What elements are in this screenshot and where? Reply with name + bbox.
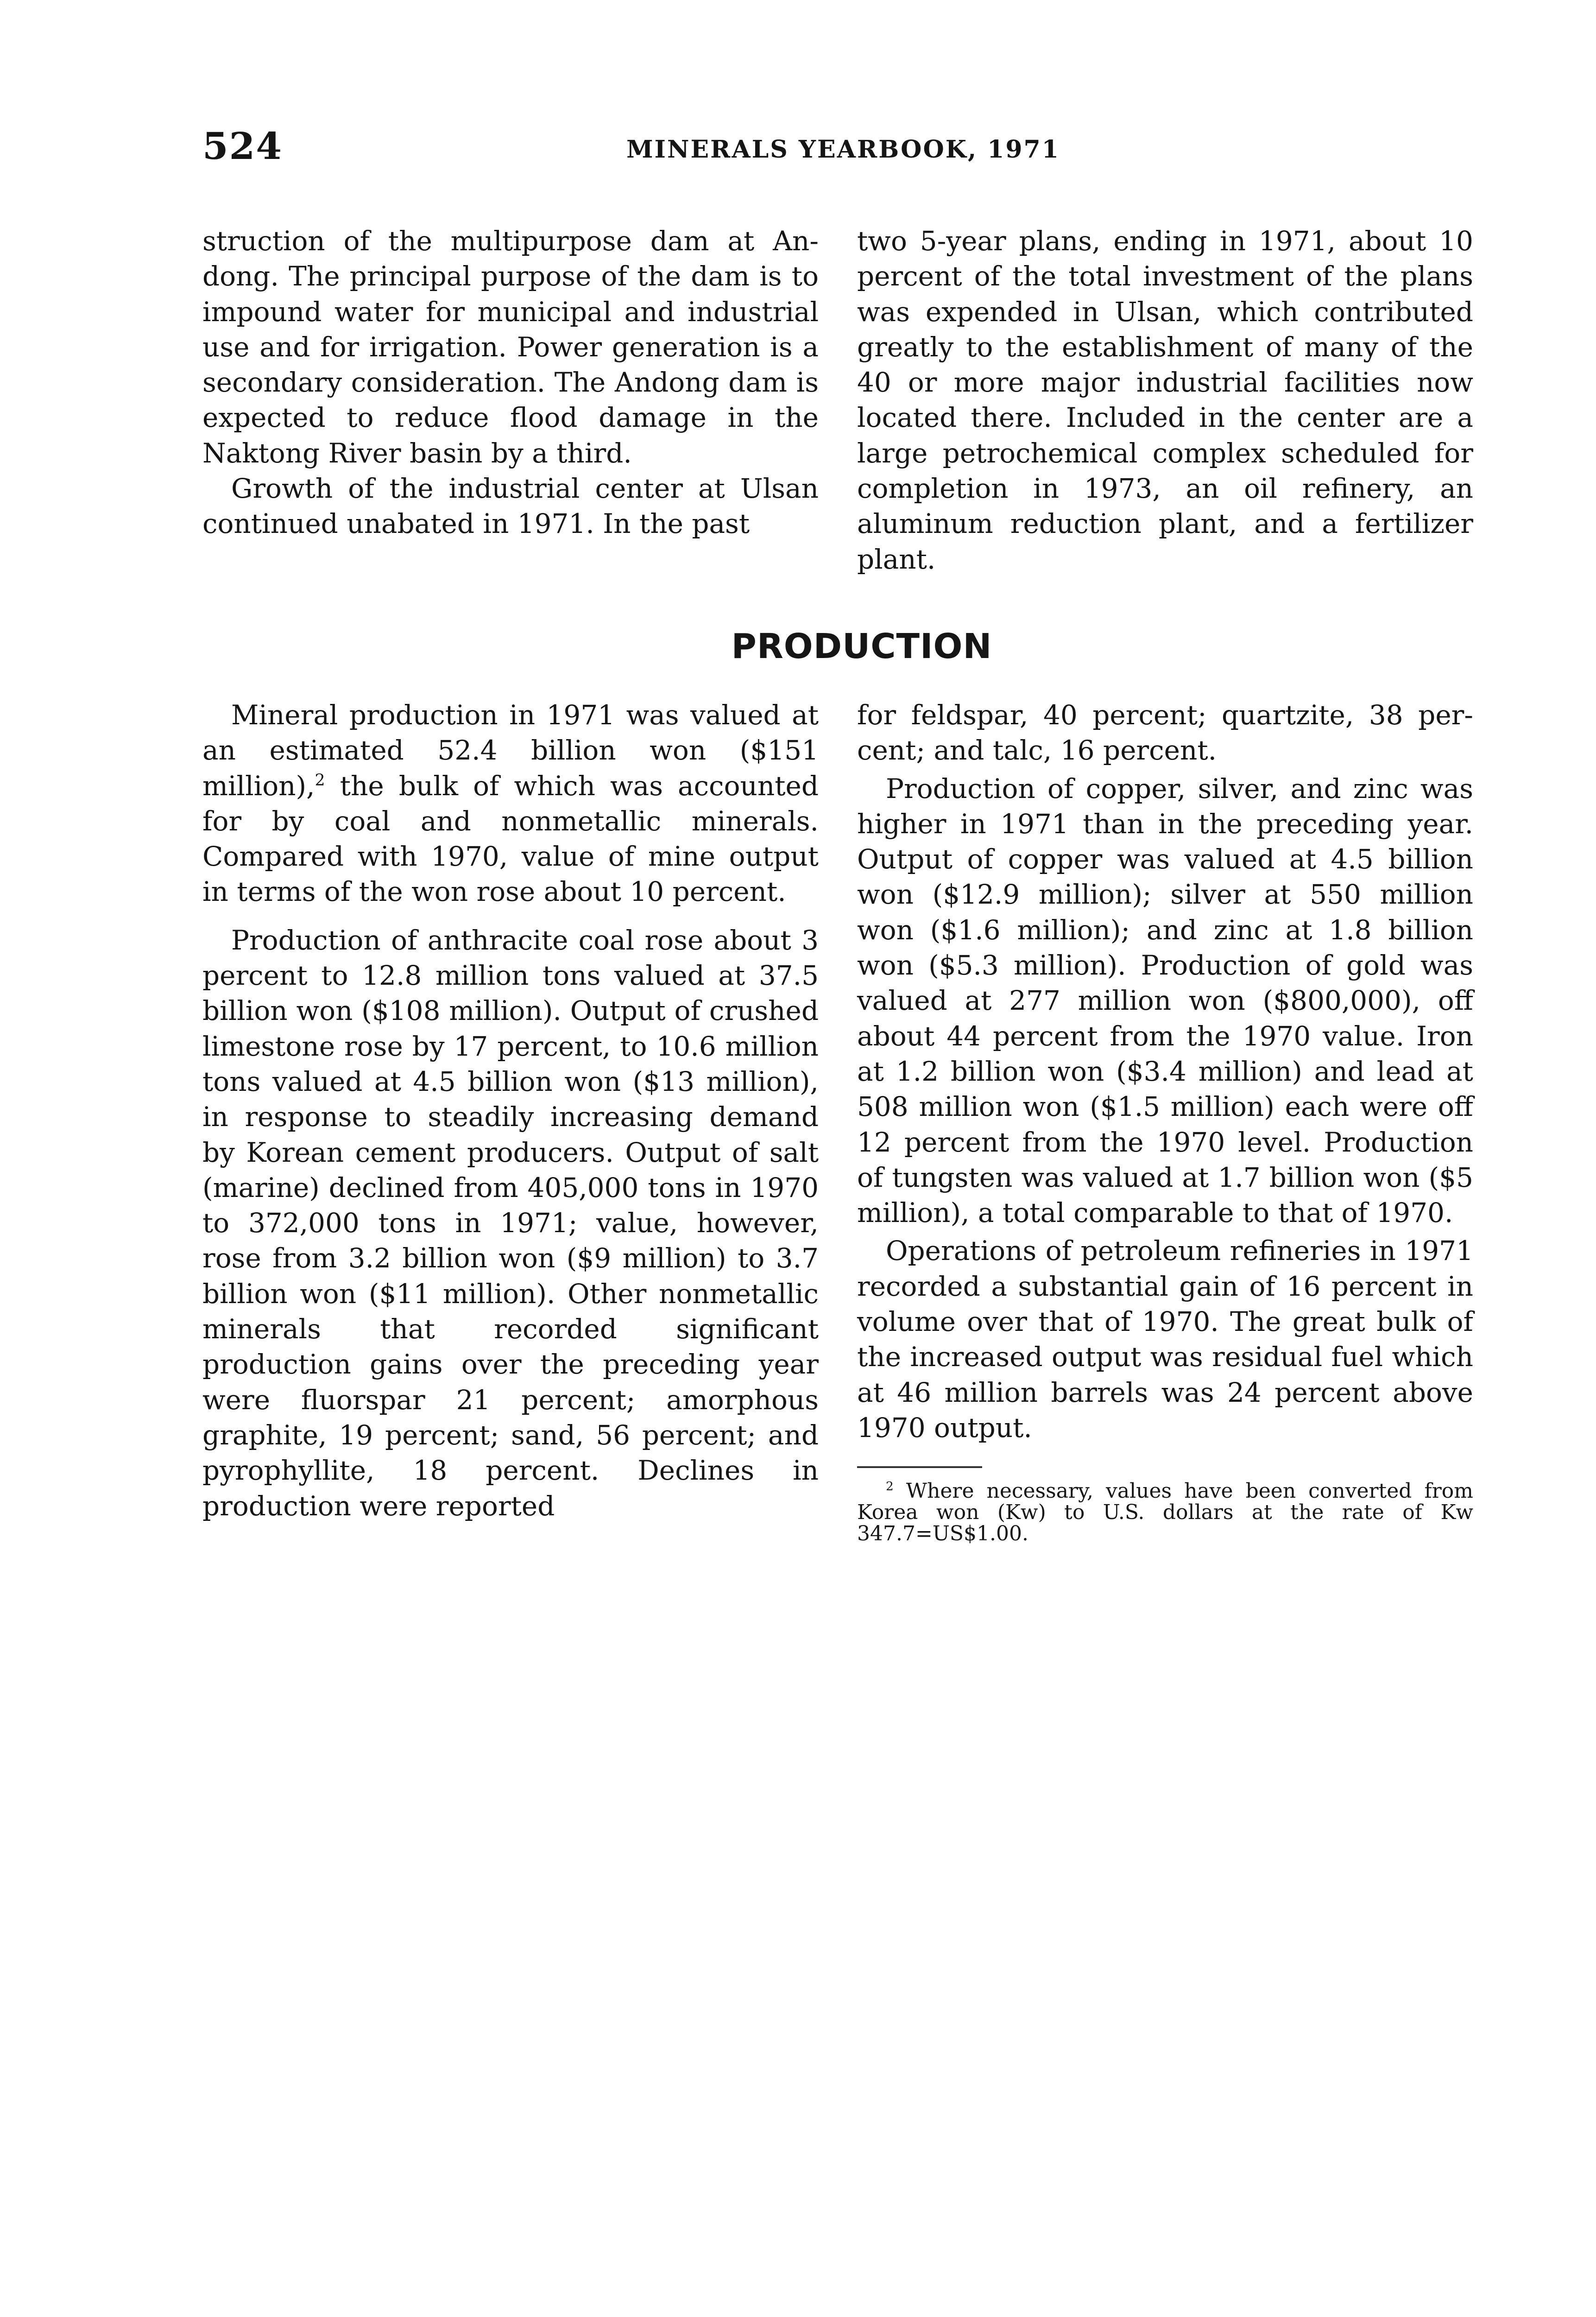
paragraph-text: Mineral production in 1971 was valued at an estimated 52.4 billion won ($151 million), <box>202 699 819 802</box>
section-heading: PRODUCTION <box>731 627 992 666</box>
running-title: MINERALS YEARBOOK, 1971 <box>626 135 1060 164</box>
footnote-text <box>857 1481 1473 1545</box>
paragraph: Production of copper, silver, and zinc was higher in 1971 than in the preceding year. Output of copper was valued at 4.5 billion won ($12.9 million); silver at 550 million won ($1.6 million); and zinc at 1.8 billion won ($5.3 million). Production of gold was valued at 277 million won ($800,000), off about 44 percent from the 1970 value. Iron at 1.2 billion won ($3.4 million) and lead at 508 million won ($1.5 million) each were off 12 percent from the 1970 level. Production of tungsten was valued at 1.7 billion won ($5 million), a total comparable to that of 1970. <box>857 772 1473 1229</box>
footnote-rule <box>857 1466 982 1468</box>
paragraph <box>202 697 819 910</box>
intro-left-column <box>202 223 819 542</box>
footnote <box>857 1481 1473 1545</box>
paragraph: Production of anthracite coal rose about 3 percent to 12.8 million tons valued at 37.5 billion won ($108 million). Output of crushed limestone rose by 17 percent, to 10.6 million tons valued at 4.5 billion won ($13 million), in response to steadily increasing demand by Korean cement producers. Output of salt (marine) declined from 405,000 tons in 1970 to 372,000 tons in 1971; value, however, rose from 3.2 billion won ($9 million) to 3.7 billion won ($11 million). Other nonmetallic minerals that recorded significant production gains over the preceding year were fluorspar 21 percent; amorphous graphite, 19 percent; sand, 56 percent; and pyrophyllite, 18 percent. Declines in production were reported <box>202 924 819 1522</box>
paragraph: Operations of petroleum refineries in 1971 recorded a substantial gain of 16 percent in volume over that of 1970. The great bulk of the increased output was residual fuel which at 46 million barrels was 24 percent above 1970 output. <box>857 1235 1473 1443</box>
footnote-body: Where necessary, values have been converted from Korea won (Kw) to U.S. dollars at the rate of Kw 347.7=US$1.00. <box>857 1479 1473 1545</box>
page-number: 524 <box>202 124 283 168</box>
production-left-column <box>202 697 819 1524</box>
paragraph: struction of the multipurpose dam at Andong. The principal purpose of the dam is to impound water for municipal and industrial use and for irrigation. Power generation is a secondary consideration. The Andong dam is expected to reduce flood damage in the Naktong River basin by a third. <box>202 225 819 469</box>
production-right-column <box>857 697 1473 1445</box>
footnote-marker: 2 <box>886 1479 894 1494</box>
intro-right-column <box>857 223 1473 577</box>
paragraph-text: the bulk of which was accounted for by coal and nonmetallic minerals. Compared with 1970, value of mine output in terms of the won rose about 10 percent. <box>202 770 819 908</box>
paragraph: for feldspar, 40 percent; quartzite, 38 percent; and talc, 16 percent. <box>857 699 1473 766</box>
paragraph: Growth of the industrial center at Ulsan continued unabated in 1971. In the past <box>202 473 819 540</box>
footnote-reference: 2 <box>315 771 325 790</box>
paragraph: two 5-year plans, ending in 1971, about 10 percent of the total investment of the plans was expended in Ulsan, which contributed greatly to the establishment of many of the 40 or more major industrial facilities now located there. Included in the center are a large petrochemical complex scheduled for completion in 1973, an oil refinery, an aluminum reduction plant, and a fertilizer plant. <box>857 225 1473 575</box>
